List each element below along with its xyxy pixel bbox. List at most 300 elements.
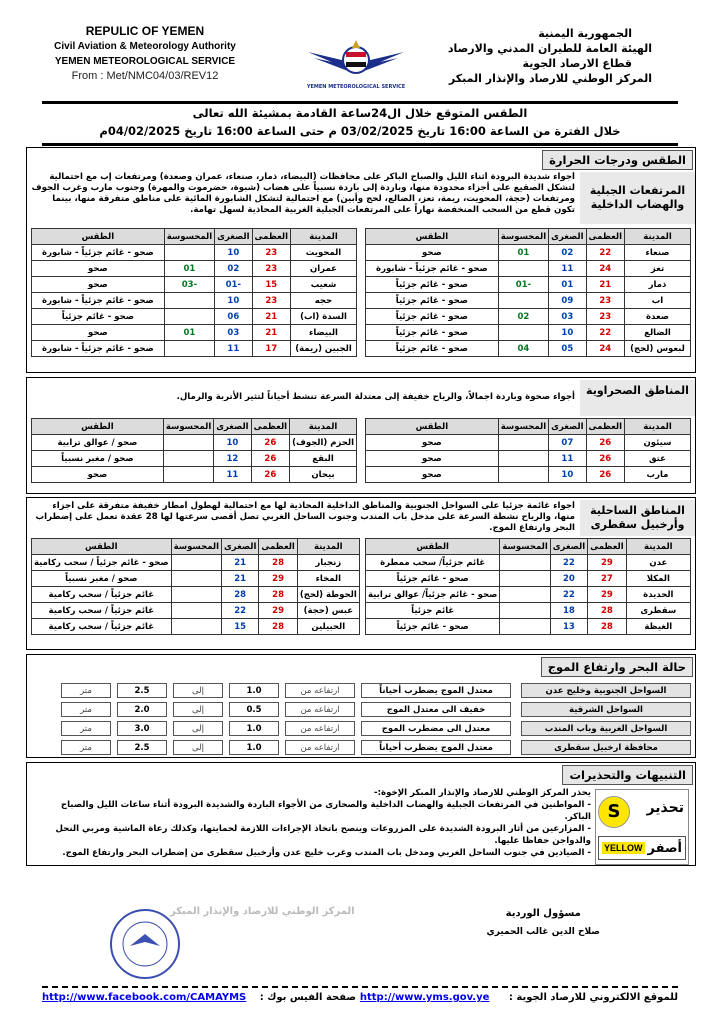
min-temp-cell: 01: [549, 277, 586, 293]
table-row: [32, 341, 357, 357]
table-row: [366, 467, 691, 483]
feels-like-cell: 01: [164, 325, 214, 341]
forecast-title-line1: الطقس المتوقع خلال ال24ساعة القادمة بمشيئة الله تعالى: [192, 106, 528, 120]
city-cell: البيضاء: [291, 325, 357, 341]
table-header-cell: المدينة: [625, 229, 691, 245]
max-temp-cell: 26: [586, 435, 624, 451]
table-header-cell: الطقس: [32, 419, 164, 435]
forecast-title: [60, 104, 660, 140]
sea-unit-cell: متر: [61, 702, 111, 717]
table-header-cell: المحسوسة: [500, 539, 550, 555]
table-header-cell: الصغرى: [550, 539, 587, 555]
weather-cell: صحو - غائم جزئياً: [366, 325, 499, 341]
country-name-en: REPULIC OF YEMEN: [85, 24, 205, 38]
feels-like-cell: [163, 451, 213, 467]
table-row: [32, 587, 360, 603]
table-row: [366, 571, 691, 587]
table-row: [32, 325, 357, 341]
warning-label: تحذير: [646, 800, 684, 816]
sea-state-row: [27, 683, 695, 698]
min-temp-cell: 10: [214, 435, 251, 451]
weather-cell: صحو - غائم جزئياً/ عوالق ترابية: [366, 587, 500, 603]
city-cell: الغيظة: [626, 619, 690, 635]
sea-from-label-cell: ارتفاعه من: [285, 683, 355, 698]
coastal-table-right: [365, 538, 691, 635]
city-cell: عدن: [626, 555, 690, 571]
max-temp-cell: 21: [252, 325, 290, 341]
table-row: [32, 555, 360, 571]
sea-from-label-cell: ارتفاعه من: [285, 721, 355, 736]
warning-item: - المواطنين في المرتفعات الجبلية والهضاب الداخلية والصحارى من الأجواء الباردة والشديدة البرودة أثناء ساعات الليل والصباح الباكر.: [60, 800, 591, 822]
city-cell: البقع: [290, 451, 357, 467]
table-row: [32, 603, 360, 619]
table-header-cell: المحسوسة: [498, 419, 548, 435]
feels-like-cell: [498, 451, 548, 467]
weather-cell: صحو / عوالق ترابية: [32, 435, 164, 451]
min-temp-cell: 22: [550, 587, 587, 603]
table-row: [32, 309, 357, 325]
weather-cell: غائم جزئياً / سحب ركامية: [32, 619, 172, 635]
warning-level-en: YELLOW: [604, 843, 643, 853]
max-temp-cell: 26: [251, 435, 289, 451]
feels-like-cell: [171, 603, 221, 619]
city-cell: المحويت: [291, 245, 357, 261]
city-cell: عمران: [291, 261, 357, 277]
warning-badge-icon: S: [598, 796, 630, 828]
max-temp-cell: 29: [588, 587, 626, 603]
min-temp-cell: 21: [222, 571, 259, 587]
coastal-region-label: المناطق الساحلية وأرخبيل سقطرى: [580, 500, 695, 536]
min-temp-cell: 18: [550, 603, 587, 619]
shift-officer-name: صلاح الدين غالب الحميري: [486, 927, 600, 937]
weather-cell: صحو: [366, 245, 499, 261]
feels-like-cell: 04: [498, 341, 548, 357]
max-temp-cell: 23: [586, 293, 624, 309]
sea-from-cell: 0.5: [229, 702, 279, 717]
footer: [42, 992, 678, 1003]
sea-from-cell: 1.0: [229, 721, 279, 736]
min-temp-cell: 03: [215, 325, 252, 341]
feels-like-cell: [498, 261, 548, 277]
feels-like-cell: [498, 325, 548, 341]
sea-to-label-cell: إلى: [173, 683, 223, 698]
sea-state-row: [27, 721, 695, 736]
table-header-cell: المدينة: [291, 229, 357, 245]
max-temp-cell: 26: [586, 467, 624, 483]
max-temp-cell: 22: [586, 325, 624, 341]
weather-cell: صحو - غائم جزئياً - شابورة: [366, 261, 499, 277]
min-temp-cell: 22: [222, 603, 259, 619]
weather-cell: غائم جزئياً / سحب ركامية: [32, 587, 172, 603]
title-bottom-rule: [42, 143, 678, 146]
coastal-section: [26, 497, 696, 650]
min-temp-cell: 10: [215, 245, 252, 261]
sea-area-cell: السواحل الشرقية: [521, 702, 691, 717]
feels-like-cell: 01: [498, 245, 548, 261]
service-name-en: YEMEN METEOROLOGICAL SERVICE: [54, 56, 236, 67]
max-temp-cell: 29: [588, 555, 626, 571]
header-english: [30, 24, 260, 84]
city-cell: عبس (حجة): [297, 603, 359, 619]
max-temp-cell: 23: [252, 245, 290, 261]
weather-cell: صحو - غائم جزئياً: [366, 341, 499, 357]
min-temp-cell: 10: [215, 293, 252, 309]
table-header-cell: الصغرى: [214, 419, 251, 435]
table-row: [366, 245, 691, 261]
city-cell: الحزم (الجوف): [290, 435, 357, 451]
feels-like-cell: [500, 555, 550, 571]
sea-from-cell: 1.0: [229, 740, 279, 755]
weather-cell: صحو - غائم جزئياً - شابورة: [32, 293, 165, 309]
sea-state-cell: معتدل الى مضطرب الموج: [361, 721, 511, 736]
city-cell: المكلا: [626, 571, 690, 587]
weather-cell: صحو: [366, 451, 499, 467]
max-temp-cell: 28: [588, 619, 626, 635]
center-name-ar: المركز الوطني للارصاد والإنذار المبكر: [448, 72, 652, 85]
sea-state-row: [27, 740, 695, 755]
table-row: [366, 277, 691, 293]
warnings-text: [35, 787, 591, 859]
desert-section: [26, 377, 696, 494]
official-stamp: [100, 908, 190, 980]
min-temp-cell: 10: [549, 467, 586, 483]
desert-description: أجواء صحوة وباردة اجمالاً، والرياح خفيفة إلى معتدلة السرعة تنشط أحياناً لتثير الأتربة والرمال.: [176, 392, 575, 402]
warning-level-strip: [598, 836, 686, 860]
signature-block: [487, 908, 601, 937]
sea-to-label-cell: إلى: [173, 740, 223, 755]
max-temp-cell: 28: [259, 587, 297, 603]
table-header-cell: العظمى: [586, 229, 624, 245]
sea-state-cell: معتدل الموج يضطرب أحياناً: [361, 740, 511, 755]
sea-to-label-cell: إلى: [173, 702, 223, 717]
feels-like-cell: [164, 245, 214, 261]
feels-like-cell: [171, 571, 221, 587]
sea-from-label-cell: ارتفاعه من: [285, 740, 355, 755]
city-cell: زنجبار: [297, 555, 359, 571]
warning-level-ar: أصفر: [647, 840, 682, 856]
highlands-table-right: [365, 228, 691, 357]
footer-rule: [42, 986, 678, 988]
max-temp-cell: 29: [259, 571, 297, 587]
table-header-cell: الصغرى: [215, 229, 252, 245]
warnings-title: التنبيهات والتحذيرات: [562, 765, 693, 785]
feels-like-cell: [500, 587, 550, 603]
weather-cell: غائم جزئياً / سحب ركامية: [32, 603, 172, 619]
sea-area-cell: السواحل الجنوبية وخليج عدن: [521, 683, 691, 698]
sea-to-label-cell: إلى: [173, 721, 223, 736]
min-temp-cell: 21: [222, 555, 259, 571]
city-cell: صعدة: [625, 309, 691, 325]
city-cell: تعز: [625, 261, 691, 277]
table-header-cell: العظمى: [588, 539, 626, 555]
city-cell: سيئون: [625, 435, 691, 451]
table-row: [366, 603, 691, 619]
city-cell: اب: [625, 293, 691, 309]
min-temp-cell: 09: [549, 293, 586, 309]
weather-cell: صحو - غائم جزئياً - شابورة: [32, 245, 165, 261]
feels-like-cell: [498, 467, 548, 483]
city-cell: الحبيلين: [297, 619, 359, 635]
table-header-cell: المحسوسة: [498, 229, 548, 245]
min-temp-cell: -01: [215, 277, 252, 293]
max-temp-cell: 21: [252, 309, 290, 325]
table-header-cell: الصغرى: [549, 229, 586, 245]
max-temp-cell: 15: [252, 277, 290, 293]
weather-cell: صحو - غائم جزئياً: [366, 309, 499, 325]
table-row: [366, 555, 691, 571]
table-row: [32, 261, 357, 277]
sea-to-cell: 2.5: [117, 683, 167, 698]
min-temp-cell: 15: [222, 619, 259, 635]
table-header-cell: المحسوسة: [163, 419, 213, 435]
table-header-cell: العظمى: [259, 539, 297, 555]
table-row: [32, 277, 357, 293]
city-cell: المخاء: [297, 571, 359, 587]
forecast-period: خلال الفترة من الساعة 16:00 تاريخ 03/02/2025 م حتى الساعة 16:00 تاريخ 04/02/2025م: [99, 124, 621, 138]
max-temp-cell: 23: [586, 309, 624, 325]
highlands-table-left: [31, 228, 357, 357]
sea-area-cell: السواحل الغربية وباب المندب: [521, 721, 691, 736]
weather-cell: صحو - غائم جزئياً: [366, 293, 499, 309]
feels-like-cell: [163, 467, 213, 483]
table-row: [366, 261, 691, 277]
city-cell: سقطرى: [626, 603, 690, 619]
city-cell: بيحان: [290, 467, 357, 483]
warnings-section: [26, 762, 696, 866]
weather-cell: صحو - غائم جزئياً / سحب ركامية: [32, 555, 172, 571]
feels-like-cell: [164, 293, 214, 309]
max-temp-cell: 28: [259, 555, 297, 571]
min-temp-cell: 06: [215, 309, 252, 325]
min-temp-cell: 03: [549, 309, 586, 325]
sea-state-title: حالة البحر وارتفاع الموج: [541, 657, 693, 677]
coastal-description: أجواء غائمة جزئياً على السواحل الجنوبية والمناطق الداخلية المحاذية لها مع احتمالية لهطول أمطار خفيفة متفرقة على أجزاء منها، والرياح نشطة السرعة على مدخل باب المندب وجنوب الساحل الغربي تصل أقصى سرعتها لها 28 عقدة تعمل على إضطراب البحر وارتفاع الموج.: [35, 501, 575, 533]
table-header-cell: الصغرى: [549, 419, 586, 435]
warning-item: - الصيادين في جنوب الساحل الغربي ومدخل باب المندب وغرب خليج عدن وأرخبيل سقطرى من إضطراب البحر وارتفاع الموج.: [62, 848, 591, 858]
city-cell: مارب: [625, 467, 691, 483]
feels-like-cell: [164, 341, 214, 357]
table-row: [32, 619, 360, 635]
shift-officer-title: مسؤول الوردية: [505, 908, 581, 919]
table-header-cell: العظمى: [586, 419, 624, 435]
sea-to-cell: 2.5: [117, 740, 167, 755]
min-temp-cell: 22: [550, 555, 587, 571]
weather-cell: صحو: [32, 467, 164, 483]
feels-like-cell: [171, 587, 221, 603]
coastal-table-left: [31, 538, 360, 635]
feels-like-cell: -01: [498, 277, 548, 293]
city-cell: عتق: [625, 451, 691, 467]
max-temp-cell: 21: [586, 277, 624, 293]
city-cell: الجبين (ريمة): [291, 341, 357, 357]
max-temp-cell: 26: [586, 451, 624, 467]
weather-cell: صحو - غائم جزئياً: [32, 309, 165, 325]
weather-cell: صحو - غائم جزئياً: [366, 571, 500, 587]
table-row: [32, 435, 357, 451]
min-temp-cell: 20: [550, 571, 587, 587]
desert-region-label: المناطق الصحراوية: [580, 380, 695, 416]
max-temp-cell: 26: [251, 467, 289, 483]
weather-cell: صحو - غائم جزئياً - شابورة: [32, 341, 165, 357]
weather-cell: غائم جزئياً/ سحب ممطرة: [366, 555, 500, 571]
min-temp-cell: 11: [214, 467, 251, 483]
sea-area-cell: محافظة ارخبيل سقطرى: [521, 740, 691, 755]
highlands-description: أجواء شديدة البرودة أثناء الليل والصباح الباكر على محافظات (البيضاء، ذمار، صنعاء، عمران وصعدة) ومرتفعات إب مع احتمالية لتشكل الصقيع على أجزاء محدودة منها، وباردة إلى باردة نسبياً على هضاب (شبوة، حضرموت والمهرة) وجنوب مارب وغرب الجوف ومرتفعات (حجة، المحويت، ريمة، تعز، الضالع، لحج وأبين) مع احتمالية لتشكل الشابورة المائية على مناطق متفرقة منها، بينما تكون قطع من السحب المنخفضة نهاراً على المرتفعات الجبلية الغربية المحاذية لسهل تهامة.: [31, 172, 575, 215]
min-temp-cell: 05: [549, 341, 586, 357]
table-row: [366, 341, 691, 357]
feels-like-cell: 02: [498, 309, 548, 325]
desert-table-left: [31, 418, 357, 483]
city-cell: السدة (اب): [291, 309, 357, 325]
feels-like-cell: [500, 571, 550, 587]
table-row: [32, 293, 357, 309]
max-temp-cell: 23: [252, 261, 290, 277]
weather-cell: غائم جزئياً: [366, 603, 500, 619]
desert-table-right: [365, 418, 691, 483]
table-row: [32, 245, 357, 261]
feels-like-cell: 01: [164, 261, 214, 277]
table-header-cell: المحسوسة: [164, 229, 214, 245]
sea-state-section: [26, 654, 696, 758]
form-code: From : Met/NMC04/03/REV12: [71, 70, 219, 82]
city-cell: حجه: [291, 293, 357, 309]
facebook-link[interactable]: http://www.facebook.com/CAMAYMS: [42, 992, 247, 1003]
table-header-cell: المدينة: [625, 419, 691, 435]
weather-cell: صحو / مغبر نسبياً: [32, 451, 164, 467]
sea-unit-cell: متر: [61, 740, 111, 755]
table-row: [32, 451, 357, 467]
table-header-cell: المحسوسة: [171, 539, 221, 555]
weather-temps-title: الطقس ودرجات الحرارة: [542, 150, 693, 170]
sea-unit-cell: متر: [61, 721, 111, 736]
max-temp-cell: 28: [259, 619, 297, 635]
sea-from-label-cell: ارتفاعه من: [285, 702, 355, 717]
table-row: [366, 451, 691, 467]
authority-name-en: Civil Aviation & Meteorology Authority: [54, 41, 236, 52]
sea-state-cell: معتدل الموج يضطرب أحياناً: [361, 683, 511, 698]
max-temp-cell: 24: [586, 341, 624, 357]
sea-unit-cell: متر: [61, 683, 111, 698]
min-temp-cell: 02: [215, 261, 252, 277]
table-row: [366, 309, 691, 325]
warnings-intro: يحذر المركز الوطني للارصاد والإنذار المبكر الإخوة:-: [374, 788, 591, 798]
highlands-section: [26, 147, 696, 373]
feels-like-cell: -03: [164, 277, 214, 293]
weather-cell: صحو: [32, 325, 165, 341]
table-row: [366, 587, 691, 603]
min-temp-cell: 28: [222, 587, 259, 603]
country-name-ar: الجمهورية اليمنية: [538, 27, 632, 40]
facebook-label: صفحة الفيس بوك :: [259, 992, 357, 1003]
website-link[interactable]: http://www.yms.gov.ye: [359, 992, 490, 1003]
min-temp-cell: 12: [214, 451, 251, 467]
table-header-cell: العظمى: [251, 419, 289, 435]
weather-cell: صحو: [366, 467, 499, 483]
table-header-cell: المدينة: [297, 539, 359, 555]
max-temp-cell: 29: [259, 603, 297, 619]
table-row: [366, 293, 691, 309]
sea-to-cell: 2.0: [117, 702, 167, 717]
table-header-cell: الطقس: [366, 419, 499, 435]
warning-level-box: [595, 789, 689, 865]
min-temp-cell: 11: [549, 261, 586, 277]
max-temp-cell: 17: [252, 341, 290, 357]
website-line: [360, 992, 678, 1003]
min-temp-cell: 13: [550, 619, 587, 635]
sea-state-cell: خفيف الى معتدل الموج: [361, 702, 511, 717]
authority-name-ar: الهيئة العامة للطيران المدني والارصاد: [447, 42, 652, 55]
warning-item: - المزارعين من أثار البرودة الشديدة على المزروعات وينصح باتخاذ الإجراءات اللازمة لحمايتها، وكذلك رعاة الماشية ومربي النحل والدواجن حفاظا عليها.: [55, 824, 591, 846]
weather-cell: صحو: [32, 277, 165, 293]
feels-like-cell: [500, 603, 550, 619]
table-row: [366, 325, 691, 341]
min-temp-cell: 02: [549, 245, 586, 261]
table-row: [32, 571, 360, 587]
city-cell: لبعوس (لحج): [625, 341, 691, 357]
logo-caption: YEMEN METEOROLOGICAL SERVICE: [306, 84, 406, 90]
feels-like-cell: [171, 619, 221, 635]
min-temp-cell: 10: [549, 325, 586, 341]
header-arabic: [432, 26, 652, 86]
table-row: [366, 435, 691, 451]
weather-cell: صحو - غائم جزئياً: [366, 277, 499, 293]
stamp-watermark-text: المركز الوطني للارصاد والإنذار المبكر: [170, 906, 355, 917]
feels-like-cell: [498, 435, 548, 451]
max-temp-cell: 27: [588, 571, 626, 587]
feels-like-cell: [498, 293, 548, 309]
feels-like-cell: [500, 619, 550, 635]
weather-cell: صحو: [32, 261, 165, 277]
table-header-cell: المدينة: [290, 419, 357, 435]
table-row: [366, 619, 691, 635]
table-header-cell: الطقس: [366, 539, 500, 555]
table-header-cell: الطقس: [32, 539, 172, 555]
table-row: [32, 467, 357, 483]
highlands-region-label: المرتفعات الجبلية والهضاب الداخلية: [580, 172, 695, 224]
website-label: للموقع الالكتروني للارصاد الجوية :: [508, 992, 678, 1003]
table-header-cell: الطقس: [366, 229, 499, 245]
yms-logo: [306, 30, 406, 90]
city-cell: الحوطة (لحج): [297, 587, 359, 603]
weather-cell: صحو - غائم جزئياً: [366, 619, 500, 635]
min-temp-cell: 11: [215, 341, 252, 357]
city-cell: شعيب: [291, 277, 357, 293]
table-header-cell: الطقس: [32, 229, 165, 245]
max-temp-cell: 22: [586, 245, 624, 261]
sector-name-ar: قطاع الارصاد الجوية: [522, 57, 632, 70]
sea-to-cell: 3.0: [117, 721, 167, 736]
min-temp-cell: 07: [549, 435, 586, 451]
table-header-cell: الصغرى: [222, 539, 259, 555]
table-header-cell: العظمى: [252, 229, 290, 245]
max-temp-cell: 28: [588, 603, 626, 619]
max-temp-cell: 23: [252, 293, 290, 309]
feels-like-cell: [164, 309, 214, 325]
feels-like-cell: [171, 555, 221, 571]
sea-state-row: [27, 702, 695, 717]
max-temp-cell: 26: [251, 451, 289, 467]
weather-cell: صحو: [366, 435, 499, 451]
max-temp-cell: 24: [586, 261, 624, 277]
city-cell: الحديدة: [626, 587, 690, 603]
city-cell: الضالع: [625, 325, 691, 341]
min-temp-cell: 11: [549, 451, 586, 467]
table-header-cell: المدينة: [626, 539, 690, 555]
city-cell: صنعاء: [625, 245, 691, 261]
feels-like-cell: [163, 435, 213, 451]
weather-cell: صحو / مغبر نسبياً: [32, 571, 172, 587]
sea-from-cell: 1.0: [229, 683, 279, 698]
